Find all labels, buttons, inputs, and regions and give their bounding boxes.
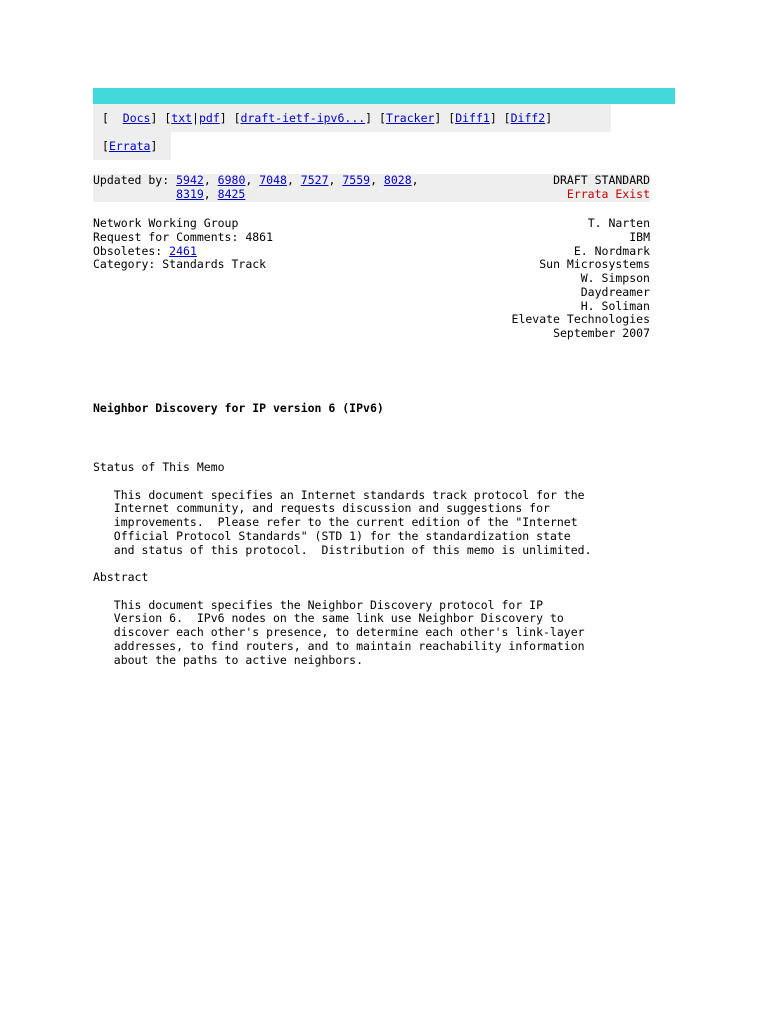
author-line: Daydreamer — [580, 284, 650, 299]
rfc-link[interactable]: 7048 — [259, 173, 287, 187]
status-heading: Status of This Memo — [93, 460, 225, 474]
nav-row-errata: [Errata] — [93, 132, 171, 160]
abstract-heading: Abstract — [93, 570, 149, 584]
header-line: Network Working Group — [93, 216, 239, 230]
author-line: Elevate Technologies — [511, 312, 650, 327]
document-title: Neighbor Discovery for IP version 6 (IPv6) — [93, 401, 384, 415]
updated-label: Updated by: — [93, 173, 170, 187]
author-line: T. Narten — [587, 216, 650, 230]
rfc-link[interactable]: 7559 — [342, 173, 371, 187]
header-line: Request for Comments: 4861 — [93, 229, 274, 244]
rfc-link[interactable]: 8319 — [176, 186, 204, 201]
tracker-link[interactable]: Tracker — [385, 111, 435, 125]
status-body: This document specifies an Internet standards track protocol for the Internet community, and requests discussion and suggestions for improvements. Please refer to the current edition of the "Internet Official Protocol Standards" (STD 1) for the standardization state and status of this protocol. Distribution of this memo is unlimited. — [113, 487, 592, 557]
txt-link[interactable]: txt — [171, 111, 193, 125]
rfc-link[interactable]: 8028 — [383, 173, 412, 187]
header-right — [400, 217, 650, 341]
nav-row: [ Docs] [txt|pdf] [draft-ietf-ipv6...] [Tracker] [Diff1] [Diff2] — [93, 104, 611, 132]
document-body — [93, 461, 592, 667]
errata-link[interactable]: Errata — [108, 139, 151, 153]
draft-link[interactable]: draft-ietf-ipv6... — [240, 111, 366, 125]
header-line: Obsoletes: — [93, 243, 170, 258]
author-line: H. Soliman — [580, 298, 650, 313]
abstract-body: This document specifies the Neighbor Discovery protocol for IP Version 6. IPv6 nodes on the same link use Neighbor Discovery to discover each other's presence, to determine each other's link-layer addresses, to find routers, and to maintain reachability information about the paths to active neighbors. — [113, 597, 585, 667]
diff1-link[interactable]: Diff1 — [455, 111, 490, 125]
obsoletes-link[interactable]: 2461 — [169, 243, 197, 258]
author-line: Sun Microsystems — [539, 257, 650, 272]
rfc-link[interactable]: 5942 — [176, 173, 204, 187]
author-line: W. Simpson — [580, 271, 650, 285]
status-label: DRAFT STANDARD — [553, 173, 650, 187]
rfc-link[interactable]: 8425 — [217, 186, 246, 201]
status-block — [93, 174, 650, 202]
author-line: E. Nordmark — [573, 243, 650, 258]
docs-link[interactable]: Docs — [122, 111, 151, 125]
pdf-link[interactable]: pdf — [198, 111, 220, 125]
author-line: IBM — [629, 229, 650, 244]
diff2-link[interactable]: Diff2 — [510, 111, 546, 125]
updated-by: Updated by: 5942, 6980, 7048, 7527, 7559, 8028, 8319, 8425 — [93, 174, 650, 202]
header-line: Category: Standards Track — [93, 257, 267, 272]
errata-note: Errata Exist — [566, 186, 650, 201]
rfc-link[interactable]: 6980 — [217, 173, 246, 187]
accent-bar — [93, 88, 675, 104]
rfc-link[interactable]: 7527 — [300, 173, 329, 187]
header-left — [93, 217, 273, 272]
date-line: September 2007 — [553, 326, 650, 340]
